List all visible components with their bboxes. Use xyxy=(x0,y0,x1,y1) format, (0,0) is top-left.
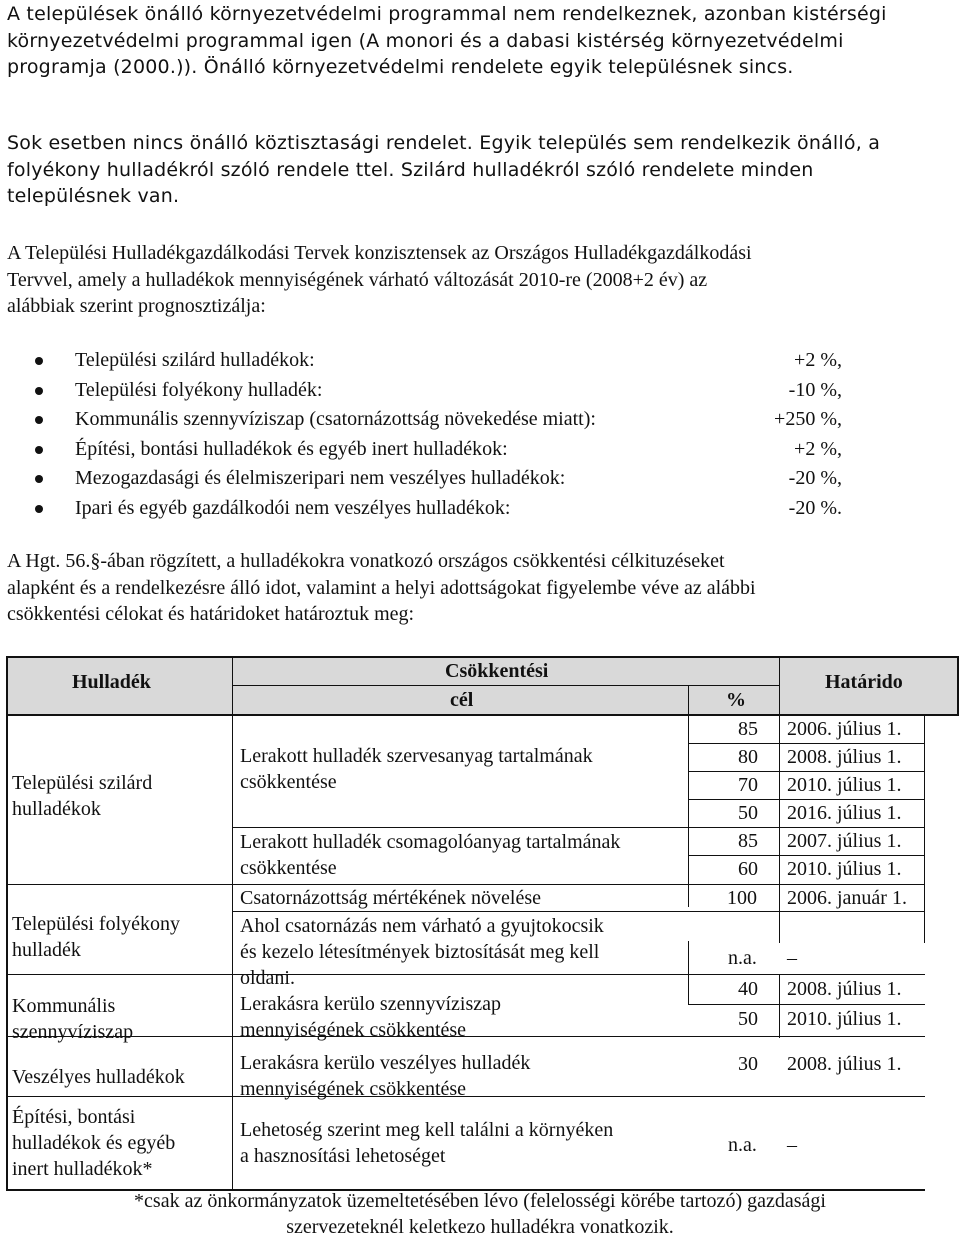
rules-paragraph xyxy=(7,130,891,210)
intro-line: A települések önálló környezetvédelmi programmal nem rendelkeznek, azonban kistérségi xyxy=(7,3,887,25)
footnote-line: *csak az önkormányzatok üzemeltetésében lévo (felelosségi körébe tartozó) gazdasági xyxy=(134,1190,826,1212)
deadline-cell: – xyxy=(787,947,797,969)
forecast-label: Kommunális szennyvíziszap (csatornázottság növekedése miatt): xyxy=(75,408,596,430)
deadline-cell: 2006. július 1. xyxy=(787,718,902,740)
deadline-cell: 2008. július 1. xyxy=(787,1053,902,1075)
bullet-icon xyxy=(35,505,43,513)
list-item xyxy=(0,494,900,524)
bullet-icon xyxy=(35,446,43,454)
targets-line: A Hgt. 56.§-ában rögzített, a hulladékokra vonatkozó országos csökkentési célkituzéseket xyxy=(7,550,725,572)
goal-line: mennyiségének csökkentése xyxy=(240,1078,467,1100)
percent-cell: 100 xyxy=(727,887,757,909)
goal-line: mennyiségének csökkentése xyxy=(240,1019,467,1041)
forecast-label: Települési folyékony hulladék: xyxy=(75,378,323,401)
header-goal: cél xyxy=(450,689,474,711)
percent-cell: 50 xyxy=(738,1008,758,1030)
plans-line: Tervvel, amely a hulladékok mennyiségének várható változását 2010-re (2008+2 év) az xyxy=(7,268,708,291)
category-line: Kommunális xyxy=(12,995,116,1017)
category-line: Veszélyes hulladékok xyxy=(12,1066,185,1088)
category-line: inert hulladékok* xyxy=(12,1158,153,1180)
table-footnote xyxy=(0,1188,960,1240)
forecast-label: Települési szilárd hulladékok: xyxy=(75,349,315,371)
goal-line: Lerakott hulladék szervesanyag tartalmának xyxy=(240,745,593,767)
goal-cell xyxy=(240,743,593,795)
plans-paragraph xyxy=(7,240,891,320)
goal-cell xyxy=(240,991,501,1043)
deadline-cell: 2008. július 1. xyxy=(787,746,902,768)
reduction-table xyxy=(0,656,960,1191)
rules-line: folyékony hulladékról szóló rendele ttel. Szilárd hulladékról szóló rendelete minden xyxy=(7,158,814,181)
forecast-value: +2 %, xyxy=(794,437,842,460)
deadline-cell: 2010. július 1. xyxy=(787,858,902,880)
forecast-value: +250 %, xyxy=(774,408,842,430)
intro-line: környezetvédelmi programmal igen (A monori és a dabasi kistérség környezetvédelmi xyxy=(7,29,844,52)
goal-cell xyxy=(240,885,541,911)
category-line: Települési folyékony xyxy=(12,913,180,935)
footnote-line: szervezeteknél keletkezo hulladékra vonatkozik. xyxy=(286,1216,674,1238)
header-percent: % xyxy=(726,689,746,711)
category-line: Települési szilárd xyxy=(12,772,153,794)
list-item xyxy=(0,405,900,435)
deadline-cell: 2010. július 1. xyxy=(787,1008,902,1030)
goal-line: Lerakásra kerülo szennyvíziszap xyxy=(240,993,501,1015)
intro-paragraph xyxy=(7,1,891,81)
goal-cell xyxy=(240,829,620,881)
list-item xyxy=(0,464,900,494)
forecast-label: Mezogazdasági és élelmiszeripari nem veszélyes hulladékok: xyxy=(75,467,566,489)
list-item xyxy=(0,435,900,465)
category-cell xyxy=(12,1064,185,1090)
intro-line: programja (2000.)). Önálló környezetvédelmi rendelete egyik településnek sincs. xyxy=(7,56,794,78)
rules-line: településnek van. xyxy=(7,185,180,207)
goal-line: oldani. xyxy=(240,967,295,989)
forecast-value: +2 %, xyxy=(794,349,842,371)
deadline-cell: 2007. július 1. xyxy=(787,830,902,852)
goal-line: csökkentése xyxy=(240,771,337,793)
plans-line: alábbiak szerint prognosztizálja: xyxy=(7,295,266,317)
list-item xyxy=(0,346,900,376)
goal-line: a hasznosítási lehetoséget xyxy=(240,1145,446,1167)
forecast-value: -20 %, xyxy=(788,467,842,489)
category-cell xyxy=(12,1104,175,1182)
percent-cell: 30 xyxy=(738,1053,758,1075)
deadline-cell: 2016. július 1. xyxy=(787,802,902,824)
plans-line: A Települési Hulladékgazdálkodási Tervek konzisztensek az Országos Hulladékgazdálkodási xyxy=(7,242,752,264)
percent-cell: 40 xyxy=(738,978,758,1000)
percent-cell: n.a. xyxy=(728,1134,757,1156)
goal-line: Csatornázottság mértékének növelése xyxy=(240,887,541,909)
percent-cell: n.a. xyxy=(728,947,757,969)
deadline-cell: 2010. július 1. xyxy=(787,774,902,796)
header-deadline: Határido xyxy=(825,671,903,693)
bullet-icon xyxy=(35,357,43,365)
category-cell xyxy=(12,770,152,822)
forecast-label: Építési, bontási hulladékok és egyéb inert hulladékok: xyxy=(75,437,508,460)
forecast-label: Ipari és egyéb gazdálkodói nem veszélyes hulladékok: xyxy=(75,496,511,519)
bullet-icon xyxy=(35,416,43,424)
goal-line: Lehetoség szerint meg kell találni a környéken xyxy=(240,1119,614,1141)
goal-line: és kezelo létesítmények biztosítását meg kell xyxy=(240,941,600,963)
goal-cell xyxy=(240,1117,613,1169)
deadline-cell: 2008. július 1. xyxy=(787,978,902,1000)
goal-cell xyxy=(240,1050,530,1102)
targets-line: csökkentési célokat és határidoket határoztuk meg: xyxy=(7,603,415,625)
category-line: hulladék xyxy=(12,939,81,961)
category-line: Építési, bontási xyxy=(12,1106,136,1128)
percent-cell: 60 xyxy=(738,858,758,880)
percent-cell: 70 xyxy=(738,774,758,796)
goal-line: Ahol csatornázás nem várható a gyujtokocsik xyxy=(240,915,604,937)
list-item xyxy=(0,376,900,406)
header-waste: Hulladék xyxy=(72,671,151,693)
category-cell xyxy=(12,993,133,1045)
forecast-value: -10 %, xyxy=(788,378,842,401)
forecast-value: -20 %. xyxy=(788,496,842,519)
category-cell xyxy=(12,911,180,963)
forecast-list xyxy=(0,346,900,523)
goal-line: csökkentése xyxy=(240,857,337,879)
category-line: hulladékok xyxy=(12,798,101,820)
goal-cell xyxy=(240,913,604,991)
percent-cell: 80 xyxy=(738,746,758,768)
category-line: hulladékok és egyéb xyxy=(12,1132,176,1154)
deadline-cell: 2006. január 1. xyxy=(787,887,907,909)
percent-cell: 85 xyxy=(738,830,758,852)
goal-line: Lerakásra kerülo veszélyes hulladék xyxy=(240,1052,531,1074)
header-reduction: Csökkentési xyxy=(445,660,549,682)
percent-cell: 85 xyxy=(738,718,758,740)
goal-line: Lerakott hulladék csomagolóanyag tartalmának xyxy=(240,831,621,853)
rules-line: Sok esetben nincs önálló köztisztasági rendelet. Egyik település sem rendelkezik önálló, a xyxy=(7,132,881,154)
targets-paragraph xyxy=(7,548,880,628)
bullet-icon xyxy=(35,475,43,483)
percent-cell: 50 xyxy=(738,802,758,824)
category-line: szennyvíziszap xyxy=(12,1021,134,1043)
targets-line: alapként és a rendelkezésre álló idot, valamint a helyi adottságokat figyelembe véve az alábbi xyxy=(7,576,756,599)
deadline-cell: – xyxy=(787,1134,797,1156)
bullet-icon xyxy=(35,387,43,395)
